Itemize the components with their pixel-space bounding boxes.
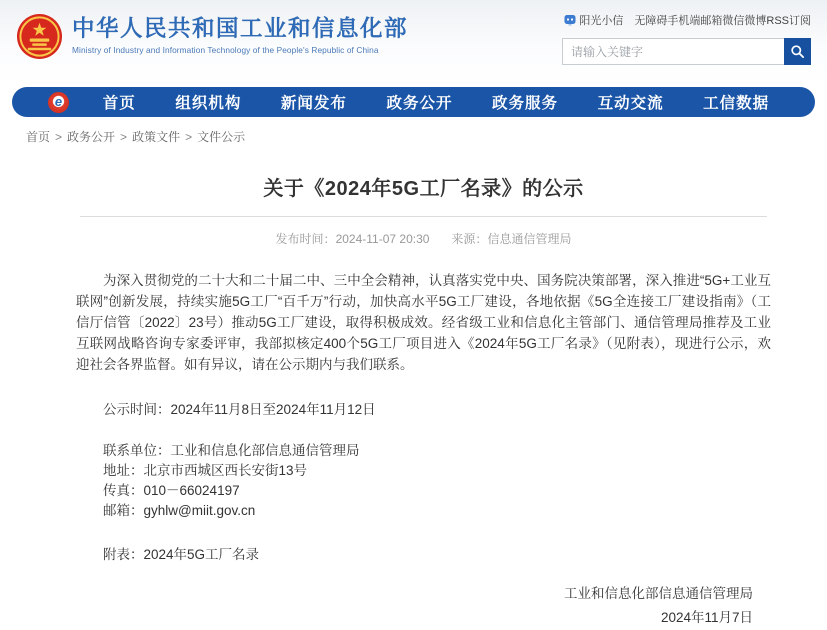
header-right [562,10,811,86]
top-link-assistant-label: 阳光小信 [579,15,624,27]
search-button[interactable] [784,38,811,65]
breadcrumb-item[interactable]: 政务公开 [67,130,116,144]
breadcrumb-segment [132,130,197,144]
breadcrumb-item[interactable]: 政策文件 [132,130,181,144]
top-link-assistant[interactable] [564,12,623,28]
contact-line: 传真：010－66024197 [103,483,240,498]
top-link[interactable]: 无障碍 [634,15,668,27]
breadcrumb-separator: > [185,130,193,144]
nav-item[interactable]: 工信数据 [703,95,770,112]
nav-item[interactable]: 政务服务 [492,95,559,112]
top-link[interactable]: 手机端 [667,15,701,27]
contact-line: 邮箱：gyhlw@miit.gov.cn [103,503,256,518]
nav-item[interactable]: 首页 [102,95,136,112]
site-title: 中华人民共和国工业和信息化部 [72,16,409,41]
top-link[interactable]: 微信 [722,15,745,27]
top-links-list [634,12,811,28]
publish-time-value: 2024-11-07 20:30 [335,232,430,246]
miit-logo-glyph: e [54,93,63,109]
publicity-period-line: 公示时间：2024年11月8日至2024年11月12日 [103,402,376,417]
publish-time-label: 发布时间： [275,232,336,246]
article-intro-paragraph: 为深入贯彻党的二十大和二十届二中、三中全会精神，认真落实党中央、国务院决策部署，深入推进“5G+工业互联网”创新发展，持续实施5G工厂“百千万”行动，加快高水平5G工厂建设，各地依据《5G全连接工厂建设指南》（工信厅信管〔2022〕23号）推动5G工厂建设，取得积极成效。经省级工业和信息化主管部门、通信管理局推荐及工业互联网战略咨询专家委评审，我部拟核定400个5G工厂项目进入《2024年5G工厂名录》（见附表），现进行公示，欢迎社会各界监督。如有异议，请在公示期内与我们联系。 [76,273,771,372]
signature-block [76,582,771,630]
brand-text [72,10,408,55]
contact-line: 地址：北京市西城区西长安街13号 [103,463,308,478]
article [0,172,827,630]
xiaoxin-assistant-icon [564,14,576,26]
top-links [564,12,811,28]
top-link[interactable]: 微博 [744,15,767,27]
national-emblem-icon [16,13,63,60]
breadcrumb-separator: > [55,130,63,144]
contact-line: 联系单位：工业和信息化部信息通信管理局 [103,443,360,458]
site-header [0,0,827,86]
search-bar [562,38,811,65]
search-input[interactable] [562,38,784,65]
miit-logo-icon [48,92,69,113]
article-title: 关于《2024年5G工厂名录》的公示 [263,178,584,200]
article-meta [76,230,771,247]
article-body [76,270,771,565]
top-link[interactable]: 邮箱 [700,15,723,27]
top-link[interactable]: RSS订阅 [766,15,811,27]
nav-item[interactable]: 组织机构 [175,95,242,112]
site-subtitle: Ministry of Industry and Information Technology of the People's Republic of China [72,45,379,55]
nav-item[interactable]: 政务公开 [386,95,453,112]
breadcrumb-item[interactable]: 首页 [26,130,51,144]
breadcrumb-segment [67,130,132,144]
breadcrumb-segment [197,130,245,144]
contact-block [76,441,771,521]
search-icon [790,44,805,59]
nav-item[interactable]: 新闻发布 [280,95,347,112]
nav-items [83,91,789,113]
breadcrumb-segment [26,130,67,144]
signature-org: 工业和信息化部信息通信管理局 [564,586,753,601]
nav-item[interactable]: 互动交流 [597,95,664,112]
source-label: 来源： [451,232,488,246]
site-brand[interactable] [16,10,408,86]
attachment-line: 附表：2024年5G工厂名录 [103,547,260,562]
breadcrumb [0,117,827,145]
main-nav [12,87,815,117]
source-value: 信息通信管理局 [487,232,572,246]
signature-date: 2024年11月7日 [660,610,753,625]
title-divider [80,216,767,217]
breadcrumb-item[interactable]: 文件公示 [197,130,246,144]
breadcrumb-separator: > [120,130,128,144]
